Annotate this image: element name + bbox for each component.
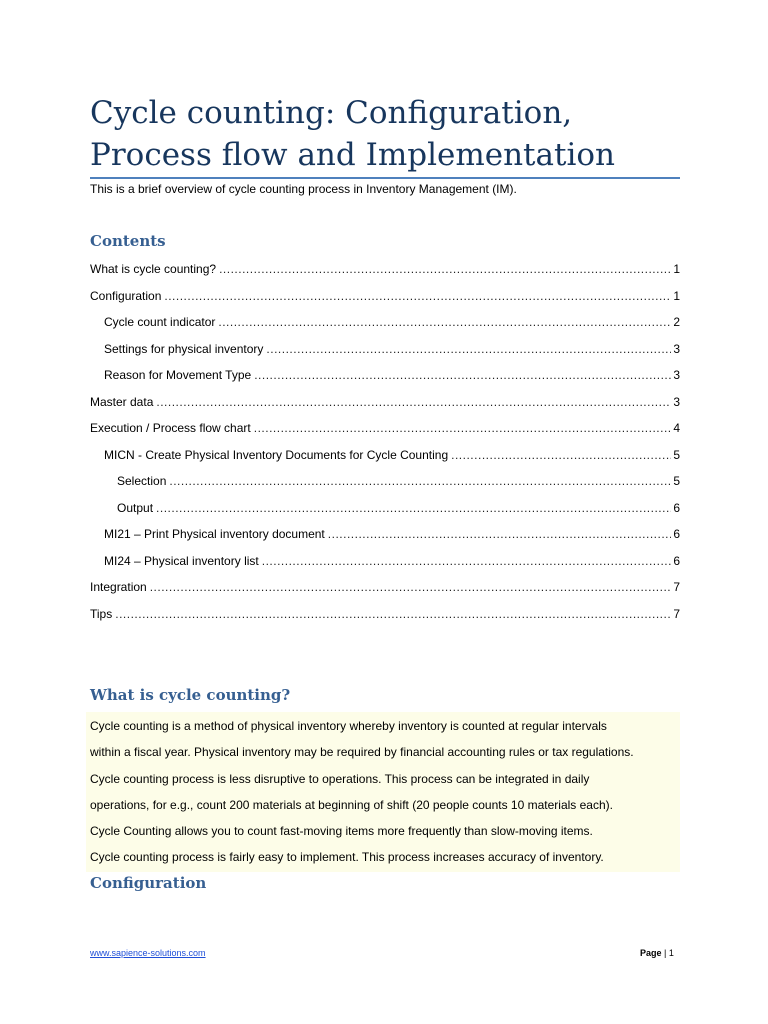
toc-leader-dots	[169, 474, 671, 488]
toc-entry-page: 1	[673, 288, 680, 303]
paragraph-line: Cycle Counting allows you to count fast-moving items more frequently than slow-moving items.	[90, 824, 593, 839]
toc-entry-page: 6	[673, 553, 680, 568]
toc-entry-page: 1	[673, 262, 680, 276]
title-rule	[90, 177, 680, 179]
what-is-cycle-counting-paragraph	[90, 713, 684, 871]
toc-entry[interactable]	[90, 474, 680, 501]
footer-page-number	[640, 948, 674, 958]
toc-entry-page: 5	[673, 474, 680, 488]
toc-leader-dots	[218, 315, 671, 329]
toc-entry-page: 3	[673, 394, 680, 409]
footer-website-link[interactable]: www.sapience-solutions.com	[90, 948, 206, 958]
toc-entry-page: 7	[673, 580, 680, 594]
toc-entry-label: Tips	[90, 606, 113, 621]
toc-entry-page: 2	[673, 315, 680, 329]
toc-leader-dots	[164, 289, 671, 303]
toc-entry-page: 5	[673, 447, 680, 462]
toc-leader-dots	[156, 395, 671, 409]
toc-entry[interactable]	[90, 368, 680, 395]
toc-entry-label: MI24 – Physical inventory list	[104, 553, 259, 568]
toc-leader-dots	[266, 342, 671, 356]
toc-leader-dots	[328, 527, 672, 541]
toc-leader-dots	[451, 448, 671, 462]
toc-leader-dots	[156, 501, 671, 515]
footer-page-label: Page	[640, 948, 662, 958]
toc-entry-label: MICN - Create Physical Inventory Documents for Cycle Counting	[104, 447, 449, 462]
toc-entry[interactable]	[90, 501, 680, 528]
section-heading-what-is-cycle-counting: What is cycle counting?	[90, 686, 291, 704]
toc-entry-page: 4	[673, 421, 680, 435]
paragraph-line: Cycle counting process is fairly easy to implement. This process increases accuracy of inventory.	[90, 850, 604, 865]
paragraph-line: within a fiscal year. Physical inventory may be required by financial accounting rules or tax regulations.	[90, 745, 634, 760]
document-title: Cycle counting: Configuration, Process flow and Implementation	[90, 95, 615, 173]
toc-entry-label: Execution / Process flow chart	[90, 421, 251, 435]
section-heading-configuration: Configuration	[90, 874, 207, 892]
toc-leader-dots	[254, 368, 671, 382]
toc-entry[interactable]	[90, 607, 680, 634]
toc-entry-page: 3	[673, 341, 680, 356]
toc-entry-page: 6	[673, 527, 680, 541]
toc-leader-dots	[150, 580, 672, 594]
toc-entry[interactable]	[90, 448, 680, 475]
footer-separator: |	[664, 948, 667, 958]
footer-page-value: 1	[668, 948, 674, 958]
toc-entry-label: Output	[117, 500, 154, 515]
toc-entry[interactable]	[90, 395, 680, 422]
toc-entry-page: 7	[673, 606, 680, 621]
paragraph-line: operations, for e.g., count 200 materials at beginning of shift (20 people counts 10 materials each).	[90, 797, 613, 812]
toc-entry-label: Selection	[117, 474, 167, 488]
toc-entry[interactable]	[90, 342, 680, 369]
toc-leader-dots	[115, 607, 671, 621]
toc-entry-label: Settings for physical inventory	[104, 341, 264, 356]
toc-entry-label: Cycle count indicator	[104, 315, 216, 329]
toc-heading: Contents	[90, 232, 166, 250]
toc-entry[interactable]	[90, 554, 680, 581]
toc-entry[interactable]	[90, 421, 680, 448]
toc-entry-label: Master data	[90, 394, 154, 409]
toc-entry[interactable]	[90, 527, 680, 554]
toc-leader-dots	[262, 554, 672, 568]
toc-entry[interactable]	[90, 262, 680, 289]
paragraph-line: Cycle counting process is less disruptive to operations. This process can be integrated in daily	[90, 771, 590, 786]
toc-leader-dots	[254, 421, 672, 435]
document-subtitle: This is a brief overview of cycle counting process in Inventory Management (IM).	[90, 182, 517, 196]
toc-entry[interactable]	[90, 289, 680, 316]
toc-entry-page: 6	[673, 500, 680, 515]
toc-leader-dots	[219, 262, 671, 276]
toc-entry-label: Integration	[90, 580, 147, 594]
toc-entry[interactable]	[90, 580, 680, 607]
paragraph-line: Cycle counting is a method of physical inventory whereby inventory is counted at regular intervals	[90, 719, 607, 733]
toc-entry-label: Reason for Movement Type	[104, 368, 252, 382]
table-of-contents	[90, 262, 680, 633]
toc-entry-label: Configuration	[90, 288, 162, 303]
toc-entry-label: What is cycle counting?	[90, 262, 217, 276]
toc-entry-label: MI21 – Print Physical inventory document	[104, 527, 325, 541]
toc-entry-page: 3	[673, 368, 680, 382]
toc-entry[interactable]	[90, 315, 680, 342]
